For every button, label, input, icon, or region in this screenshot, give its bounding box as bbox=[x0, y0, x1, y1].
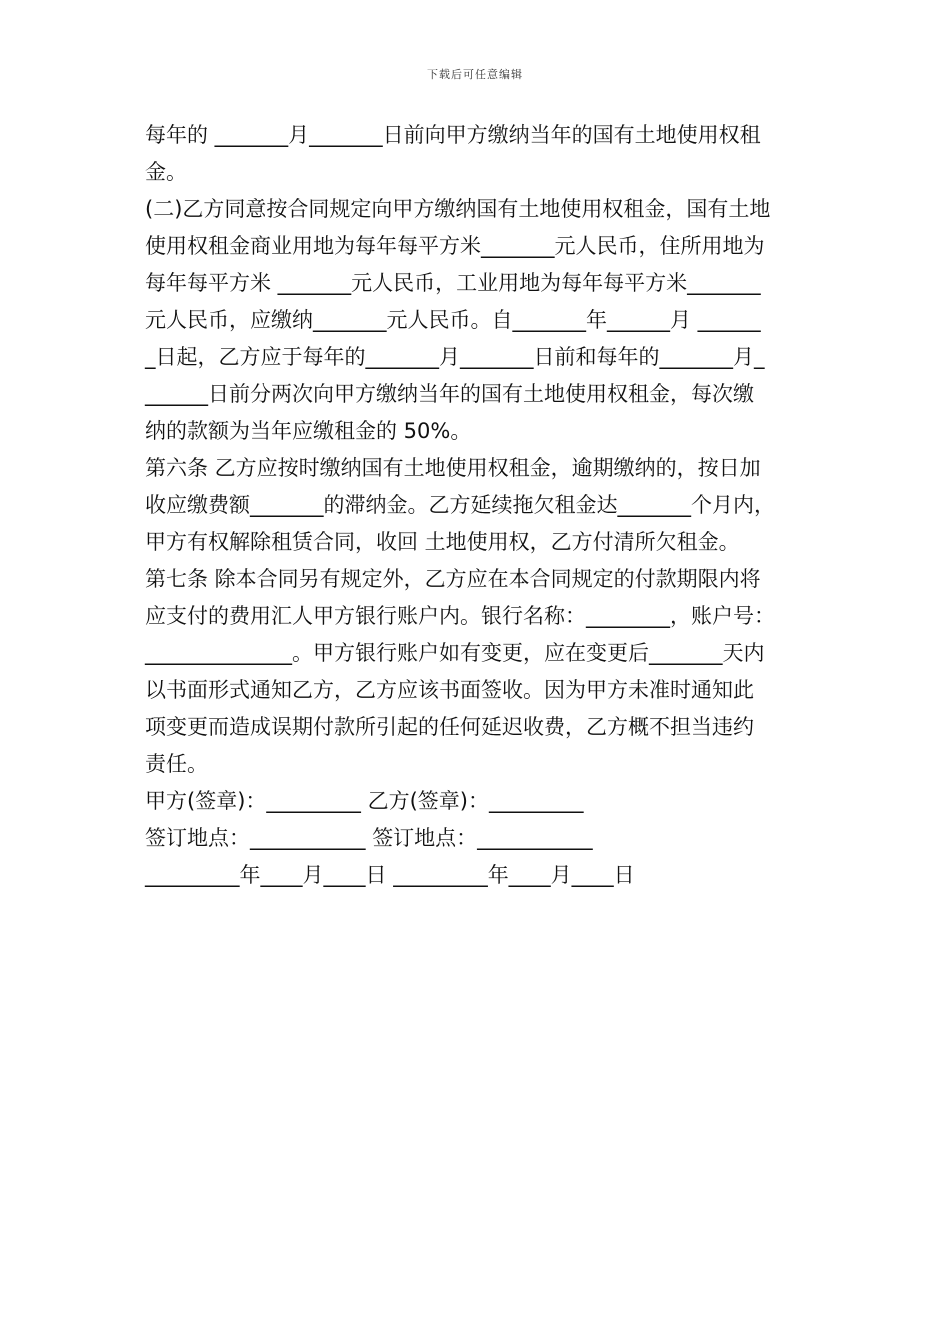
paragraph-line: 第七条 除本合同另有规定外，乙方应在本合同规定的付款期限内将 bbox=[145, 567, 761, 591]
paragraph-line: _日起，乙方应于每年的_______月_______日前和每年的_______月_ bbox=[145, 345, 765, 369]
party-b-signature: 乙方(签章)：_________ bbox=[367, 789, 584, 813]
party-b-signing-date: _________年____月____日 bbox=[393, 863, 635, 887]
header-note: 下载后可任意编辑 bbox=[427, 68, 523, 81]
signing-place-row bbox=[145, 820, 810, 857]
signing-date-row bbox=[145, 857, 810, 894]
paragraph-line: 第六条 乙方应按时缴纳国有土地使用权租金，逾期缴纳的，按日加 bbox=[145, 456, 761, 480]
party-b-signing-place: 签订地点：___________ bbox=[372, 826, 593, 850]
paragraph-line: ______日前分两次向甲方缴纳当年的国有土地使用权租金，每次缴 bbox=[145, 382, 754, 406]
paragraph-line: 以书面形式通知乙方，乙方应该书面签收。因为甲方未准时通知此 bbox=[145, 678, 754, 702]
paragraph-line: (二)乙方同意按合同规定向甲方缴纳国有土地使用权租金，国有土地 bbox=[145, 197, 771, 221]
paragraph-line: 项变更而造成误期付款所引起的任何延迟收费，乙方概不担当违约 bbox=[145, 715, 754, 739]
paragraph-line: 元人民币，应缴纳_______元人民币。自_______年______月 ______ bbox=[145, 308, 761, 332]
paragraph-line: ______________。甲方银行账户如有变更，应在变更后_______天内 bbox=[145, 641, 765, 665]
paragraph-line: 纳的款额为当年应缴租金的 50%。 bbox=[145, 419, 472, 443]
party-a-signature: 甲方(签章)：_________ bbox=[145, 789, 361, 813]
paragraph-line: 每年的 _______月_______日前向甲方缴纳当年的国有土地使用权租 bbox=[145, 123, 761, 147]
paragraph-line: 金。 bbox=[145, 160, 187, 184]
paragraph-line: 使用权租金商业用地为每年每平方米_______元人民币，住所用地为 bbox=[145, 234, 765, 258]
paragraph-line: 责任。 bbox=[145, 752, 208, 776]
party-a-signing-place: 签订地点：___________ bbox=[145, 826, 366, 850]
paragraph-line: 应支付的费用汇人甲方银行账户内。银行名称：________，账户号： bbox=[145, 604, 775, 628]
document-body bbox=[145, 117, 810, 894]
party-a-signing-date: _________年____月____日 bbox=[145, 863, 387, 887]
paragraph-line: 收应缴费额_______的滞纳金。乙方延续拖欠租金达_______个月内， bbox=[145, 493, 775, 517]
paragraph-line: 每年每平方米 _______元人民币，工业用地为每年每平方米_______ bbox=[145, 271, 761, 295]
paragraph-line: 甲方有权解除租赁合同，收回 土地使用权，乙方付清所欠租金。 bbox=[145, 530, 740, 554]
signature-row bbox=[145, 783, 810, 820]
